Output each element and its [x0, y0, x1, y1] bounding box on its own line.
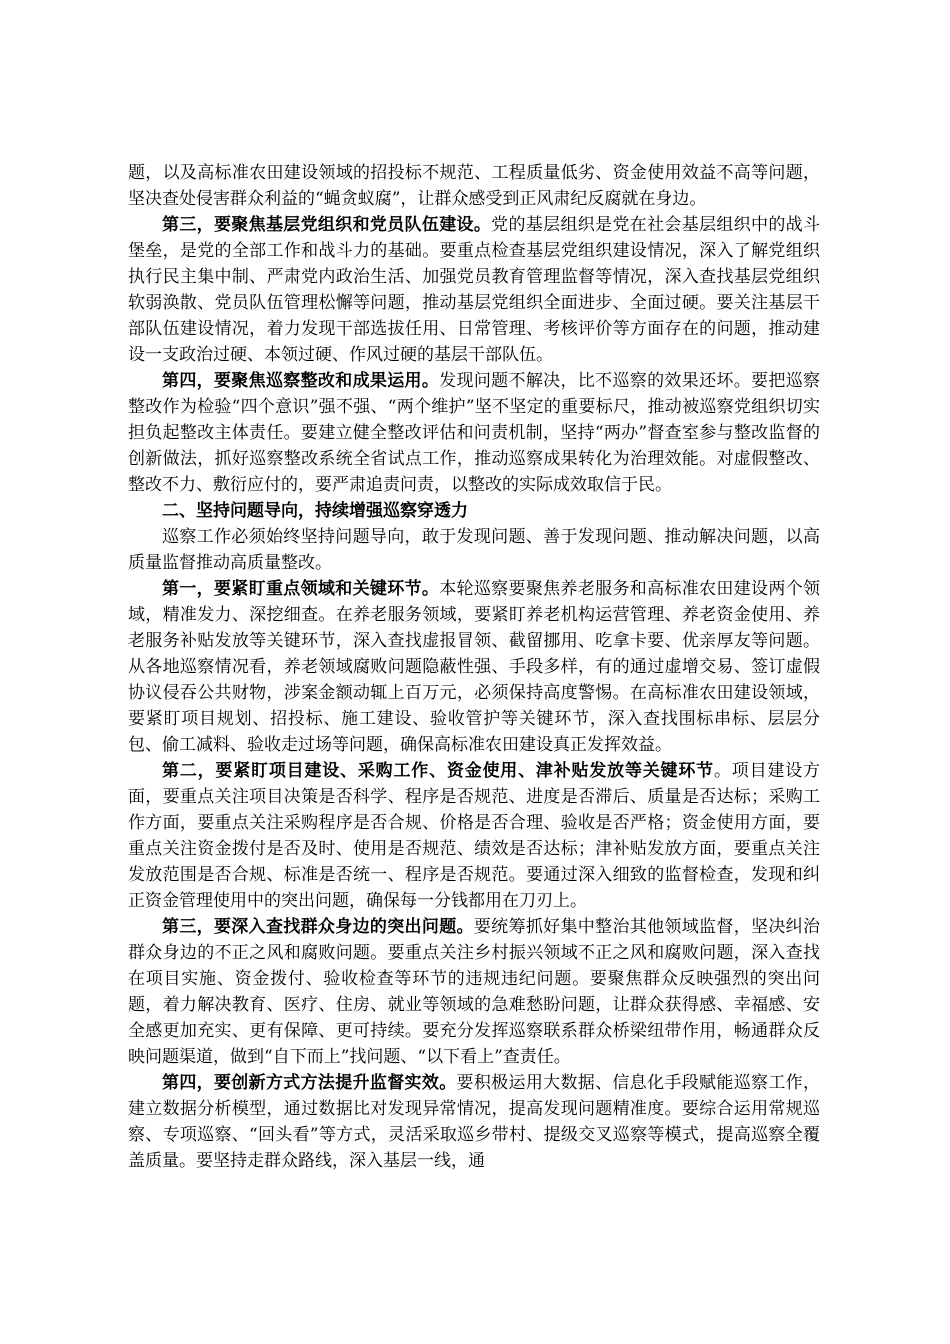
paragraph-text: 发现问题不解决，比不巡察的效果还坏。要把巡察整改作为检验“四个意识”强不强、“两个维护”坚不坚定的重要标尺，推动被巡察党组织切实担负起整改主体责任。要建立健全整改评估和问责机制，坚持“两办”督查室参与整改监督的创新做法，抓好巡察整改系统全省试点工作，推动巡察成果转化为治理效能。对虚假整改、整改不力、敷衍应付的，要严肃追责问责，以整改的实际成效取信于民。	[128, 371, 821, 495]
paragraph-8	[128, 914, 820, 1070]
paragraph-lead: 第三，要深入查找群众身边的突出问题。	[162, 917, 474, 937]
paragraph-6	[128, 576, 820, 758]
paragraph-text: 要积极运用大数据、信息化手段赋能巡察工作，建立数据分析模型，通过数据比对发现异常情况，提高发现问题精准度。要综合运用常规巡察、专项巡察、“回头看”等方式，灵活采取巡乡带村、提级交叉巡察等模式，提高巡察全覆盖质量。要坚持走群众路线，深入基层一线，通	[128, 1073, 821, 1171]
paragraph-text: 要统筹抓好集中整治其他领域监督，坚决纠治群众身边的不正之风和腐败问题。要重点关注乡村振兴领域不正之风和腐败问题，深入查找在项目实施、资金拨付、验收检查等环节的违规违纪问题。要聚焦群众反映强烈的突出问题，着力解决教育、医疗、住房、就业等领域的急难愁盼问题，让群众获得感、幸福感、安全感更加充实、更有保障、更可持续。要充分发挥巡察联系群众桥梁纽带作用，畅通群众反映问题渠道，做到“自下而上”找问题、“以下看上”查责任。	[128, 917, 821, 1067]
paragraph-lead: 第一，要紧盯重点领域和关键环节。	[162, 579, 440, 599]
paragraph-lead: 第三，要聚焦基层党组织和党员队伍建设。	[162, 215, 492, 235]
paragraph-7	[128, 758, 820, 914]
paragraph-3	[128, 368, 820, 498]
paragraph-9	[128, 1070, 820, 1174]
document-body	[128, 160, 820, 1174]
section-heading: 二、坚持问题导向，持续增强巡察穿透力	[162, 501, 468, 521]
paragraph-5	[128, 524, 820, 576]
paragraph-text: 党的基层组织是党在社会基层组织中的战斗堡垒，是党的全部工作和战斗力的基础。要重点检查基层党组织建设情况，深入了解党组织执行民主集中制、严肃党内政治生活、加强党员教育管理监督等情况，深入查找基层党组织软弱涣散、党员队伍管理松懈等问题，推动基层党组织全面进步、全面过硬。要关注基层干部队伍建设情况，着力发现干部选拔任用、日常管理、考核评价等方面存在的问题，推动建设一支政治过硬、本领过硬、作风过硬的基层干部队伍。	[128, 215, 821, 365]
paragraph-text: 。项目建设方面，要重点关注项目决策是否科学、程序是否规范、进度是否滞后、质量是否达标；采购工作方面，要重点关注采购程序是否合规、价格是否合理、验收是否严格；资金使用方面，要重点关注资金拨付是否及时、使用是否规范、绩效是否达标；津补贴发放方面，要重点关注发放范围是否合规、标准是否统一、程序是否规范。要通过深入细致的监督检查，发现和纠正资金管理使用中的突出问题，确保每一分钱都用在刀刃上。	[128, 761, 821, 911]
paragraph-lead: 第四，要创新方式方法提升监督实效。	[162, 1073, 457, 1093]
paragraph-2	[128, 212, 820, 368]
paragraph-lead: 第二，要紧盯项目建设、采购工作、资金使用、津补贴发放等关键环节	[162, 761, 714, 781]
paragraph-text: 题，以及高标准农田建设领域的招投标不规范、工程质量低劣、资金使用效益不高等问题，坚决查处侵害群众利益的“蝇贪蚁腐”，让群众感受到正风肃纪反腐就在身边。	[128, 163, 820, 209]
paragraph-text: 巡察工作必须始终坚持问题导向，敢于发现问题、善于发现问题、推动解决问题，以高质量监督推动高质量整改。	[128, 527, 820, 573]
paragraph-text: 本轮巡察要聚焦养老服务和高标准农田建设两个领域，精准发力、深挖细查。在养老服务领域，要紧盯养老机构运营管理、养老资金使用、养老服务补贴发放等关键环节，深入查找虚报冒领、截留挪用、吃拿卡要、优亲厚友等问题。从各地巡察情况看，养老领域腐败问题隐蔽性强、手段多样，有的通过虚增交易、签订虚假协议侵吞公共财物，涉案金额动辄上百万元，必须保持高度警惕。在高标准农田建设领域，要紧盯项目规划、招投标、施工建设、验收管护等关键环节，深入查找围标串标、层层分包、偷工减料、验收走过场等问题，确保高标准农田建设真正发挥效益。	[128, 579, 821, 755]
paragraph-1	[128, 160, 820, 212]
paragraph-lead: 第四，要聚焦巡察整改和成果运用。	[162, 371, 440, 391]
